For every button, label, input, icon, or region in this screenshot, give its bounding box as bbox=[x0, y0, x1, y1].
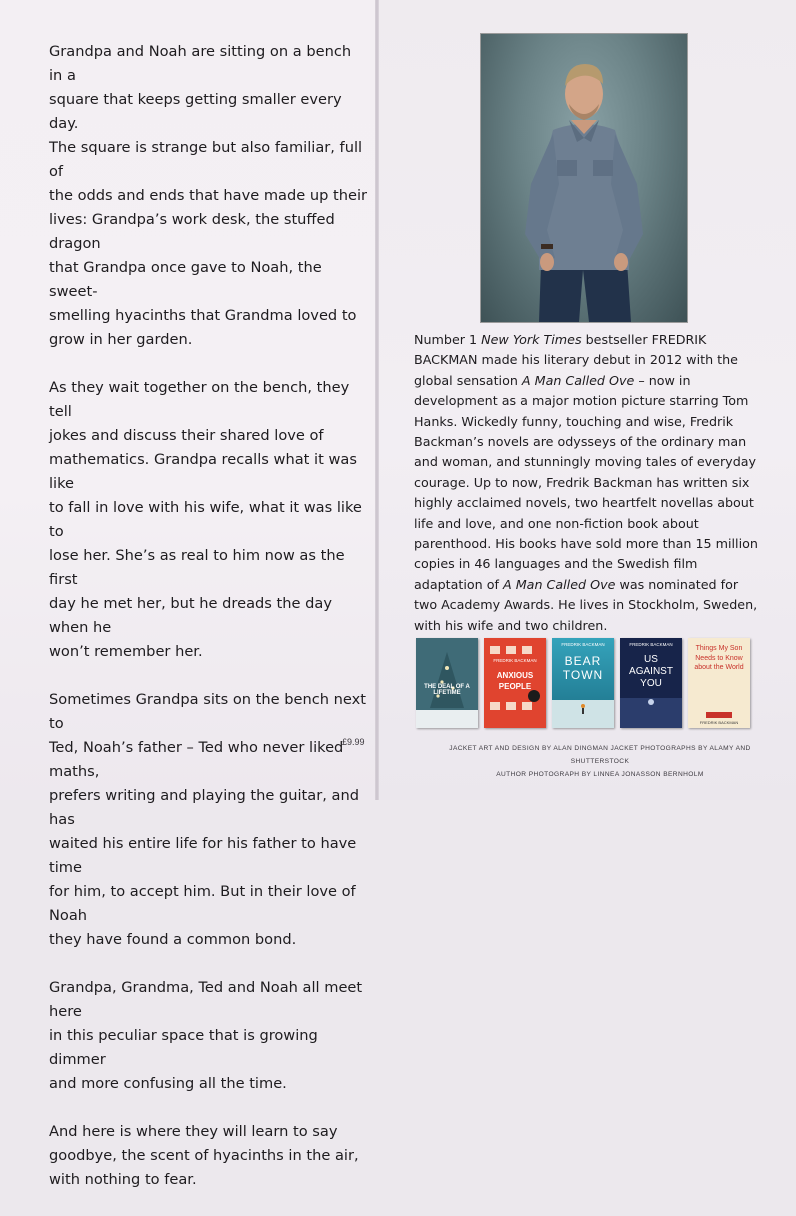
cover-author: FREDRIK BACKMAN bbox=[493, 658, 537, 663]
author-portrait-illustration bbox=[481, 34, 687, 322]
page-fold bbox=[375, 0, 379, 800]
synopsis-paragraph-5: And here is where they will learn to say goodbye, the scent of hyacinths in the air, with nothing to fear. bbox=[49, 1123, 359, 1188]
bio-text-1: Number 1 bbox=[414, 332, 482, 347]
author-photo bbox=[480, 33, 688, 323]
bio-italic-2: A Man Called Ove bbox=[521, 372, 635, 388]
book-covers-row bbox=[416, 638, 746, 728]
synopsis-paragraph-3: Sometimes Grandpa sits on the bench next to Ted, Noah’s father – Ted who never liked maths, prefers writing and playing the guitar, and has waited his entire life for his father to have time for him, to accept him. But in their love of Noah they have found a common bond. bbox=[49, 691, 366, 948]
book-cover bbox=[620, 638, 682, 728]
cover-title: THE DEAL OF A LIFETIME bbox=[424, 684, 470, 696]
bio-italic-3: A Man Called Ove bbox=[503, 576, 616, 592]
jacket-credits-line-1: JACKET ART AND DESIGN BY ALAN DINGMAN JACKET PHOTOGRAPHS BY ALAMY AND SHUTTERSTOCK bbox=[449, 745, 751, 765]
bio-text-2: bestseller FREDRIK BACKMAN made his literary debut in 2012 with the global sensation bbox=[414, 332, 738, 388]
book-cover bbox=[416, 638, 478, 728]
book-cover bbox=[484, 638, 546, 728]
cover-art bbox=[416, 638, 478, 728]
bio-italic-1: New York Times bbox=[481, 332, 582, 347]
synopsis-text bbox=[49, 40, 369, 1216]
synopsis-paragraph-2: As they wait together on the bench, they tell jokes and discuss their shared love of mathematics. Grandpa recalls what it was like to fall in love with his wife, what it was like to lose her. She’s as real to him now as the first day he met her, but he dreads the day when he won’t remember her. bbox=[49, 379, 362, 660]
bio-text-4: was nominated for two Academy Awards. He lives in Stockholm, Sweden, with his wife and two children. bbox=[414, 576, 758, 633]
book-cover bbox=[688, 638, 750, 728]
cover-author: FREDRIK BACKMAN bbox=[561, 642, 605, 647]
cover-author: FREDRIK BACKMAN bbox=[629, 642, 673, 647]
author-bio bbox=[414, 330, 774, 636]
jacket-credits bbox=[430, 742, 770, 781]
cover-title: BEAR TOWN bbox=[562, 654, 604, 682]
bio-text-3: – now in development as a major motion picture starring Tom Hanks. Wickedly funny, touching and wise, Fredrik Backman’s novels are odysseys of the ordinary man and woman, and stunningly moving tales of everyday courage. Up to now, Fredrik Backman has written six highly acclaimed novels, two heartfelt novellas about life and love, and one non-fiction book about parenthood. His books have sold more than 15 million copies in 46 languages and the Swedish film adaptation of bbox=[414, 372, 758, 592]
synopsis-paragraph-4: Grandpa, Grandma, Ted and Noah all meet here in this peculiar space that is growing dimmer and more confusing all the time. bbox=[49, 979, 363, 1092]
cover-title: Things My Son Needs to Know about the World bbox=[694, 645, 744, 671]
jacket-credits-line-2: AUTHOR PHOTOGRAPH BY LINNEA JONASSON BERNHOLM bbox=[496, 771, 704, 778]
cover-title: ANXIOUS PEOPLE bbox=[496, 671, 534, 691]
synopsis-paragraph-1: Grandpa and Noah are sitting on a bench in a square that keeps getting smaller every day. The square is strange but also familiar, full of the odds and ends that have made up their lives: Grandpa’s work desk, the stuffed dragon that Grandpa once gave to Noah, the sweet- smelling hyacinths that Grandma loved to grow in her garden. bbox=[49, 43, 368, 348]
cover-author: FREDRIK BACKMAN bbox=[699, 720, 739, 725]
price-label: £9.99 bbox=[342, 737, 365, 747]
cover-art bbox=[552, 638, 614, 728]
cover-title: US AGAINST YOU bbox=[629, 654, 673, 689]
book-cover bbox=[552, 638, 614, 728]
